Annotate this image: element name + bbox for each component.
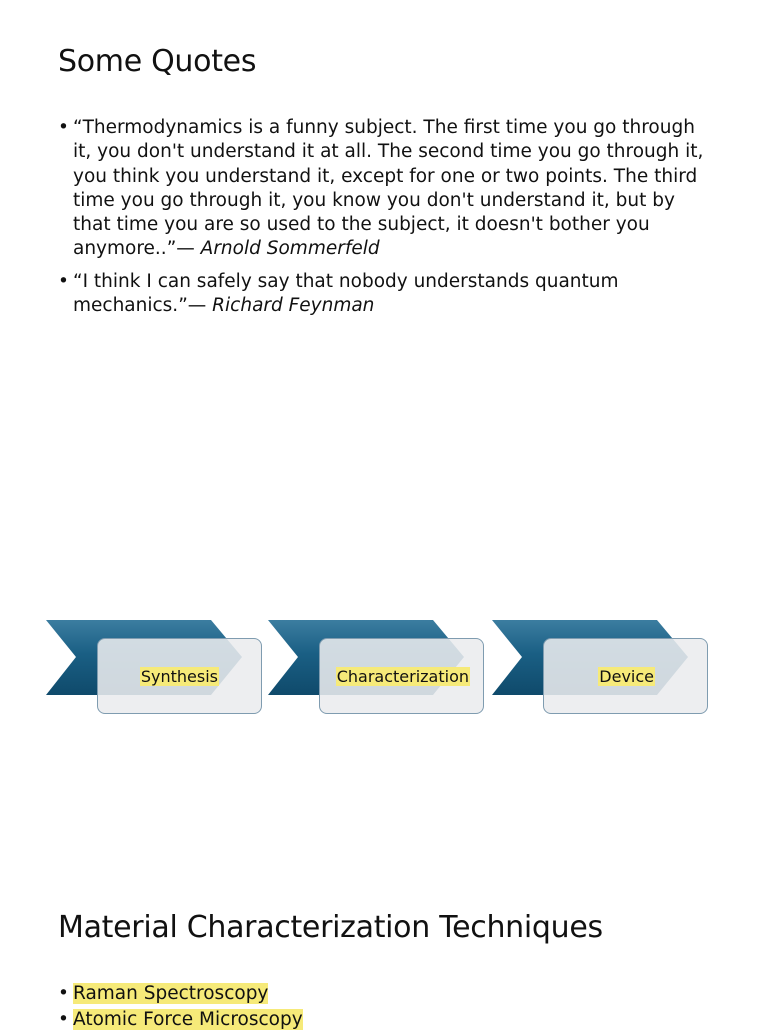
step-label: Characterization: [336, 666, 469, 686]
quote-item: [58, 116, 708, 262]
step-box: [97, 638, 262, 714]
section-title-techniques: Material Characterization Techniques: [58, 910, 603, 945]
technique-label: Atomic Force Microscopy: [73, 1009, 303, 1031]
technique-item: [58, 982, 708, 1006]
section-title-quotes: Some Quotes: [58, 44, 257, 79]
quote-item: [58, 270, 708, 319]
step-box: [319, 638, 484, 714]
technique-list: [58, 982, 708, 1033]
quote-text: “Thermodynamics is a funny subject. The first time you go through it, you don't understand it at all. The second time you go through it, you think you understand it, except for one or two points. The third time you go through it, you know you don't understand it, but by that time you are so used to the subject, it doesn't bother you anymore..”—: [73, 117, 704, 260]
technique-label: Raman Spectroscopy: [73, 983, 269, 1004]
technique-item: [58, 1008, 708, 1032]
quote-text: “I think I can safely say that nobody understands quantum mechanics.”—: [73, 270, 619, 317]
step-label: Device: [599, 666, 654, 686]
step-label: Synthesis: [140, 666, 218, 686]
quote-list: [58, 116, 708, 318]
quote-author: Arnold Sommerfeld: [200, 238, 380, 260]
quote-author: Richard Feynman: [212, 295, 375, 317]
step-box: [543, 638, 708, 714]
process-step-device: [492, 618, 756, 716]
